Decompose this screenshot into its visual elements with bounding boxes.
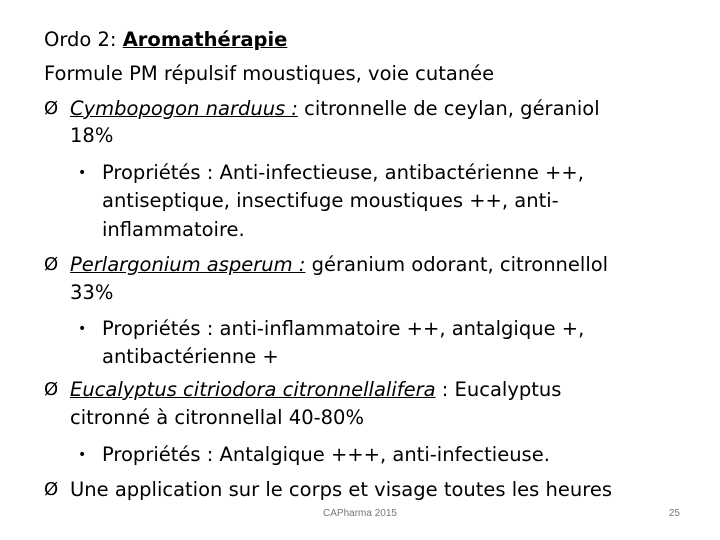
item-2-name: Perlargonium asperum : <box>70 253 306 276</box>
item-1-name: Cymbopogon narduus : <box>70 97 298 120</box>
item-3-cont: citronné à citronnellal 40-80% <box>70 406 364 429</box>
item-3-name: Eucalyptus citriodora citronnellalifera <box>70 378 436 401</box>
arrow-bullet-icon: Ø <box>44 98 59 119</box>
sub-bullet-icon: • <box>78 321 87 337</box>
arrow-bullet-icon: Ø <box>44 479 59 500</box>
item-1-line <box>70 97 600 121</box>
item-2-prop-2: antibactérienne + <box>102 345 279 368</box>
item-2-cont: 33% <box>70 281 114 304</box>
item-1-prop-1: Propriétés : Anti-infectieuse, antibactérienne ++, <box>102 161 584 184</box>
item-1-prop-3: inflammatoire. <box>102 218 245 241</box>
item-4-line: Une application sur le corps et visage toutes les heures <box>70 478 612 501</box>
arrow-bullet-icon: Ø <box>44 254 59 275</box>
arrow-bullet-icon: Ø <box>44 379 59 400</box>
item-3-desc: : Eucalyptus <box>435 378 562 401</box>
item-1-prop-2: antiseptique, insectifuge moustiques ++, anti- <box>102 189 559 212</box>
sub-bullet-icon: • <box>78 447 87 463</box>
item-2-desc: géranium odorant, citronnellol <box>305 253 609 276</box>
subtitle: Formule PM répulsif moustiques, voie cutanée <box>44 62 495 85</box>
footer-center: CAPharma 2015 <box>323 508 397 519</box>
slide-title <box>44 28 287 52</box>
item-3-line <box>70 378 561 402</box>
title-prefix: Ordo 2: <box>44 28 123 51</box>
item-1-desc: citronnelle de ceylan, géraniol <box>297 97 600 120</box>
item-2-line <box>70 253 608 277</box>
page-number: 25 <box>668 508 680 519</box>
item-2-prop-1: Propriétés : anti-inflammatoire ++, antalgique +, <box>102 317 585 340</box>
sub-bullet-icon: • <box>78 165 87 181</box>
item-1-cont: 18% <box>70 124 114 147</box>
item-3-prop-1: Propriétés : Antalgique +++, anti-infectieuse. <box>102 443 550 466</box>
title-strong: Aromathérapie <box>122 28 288 51</box>
